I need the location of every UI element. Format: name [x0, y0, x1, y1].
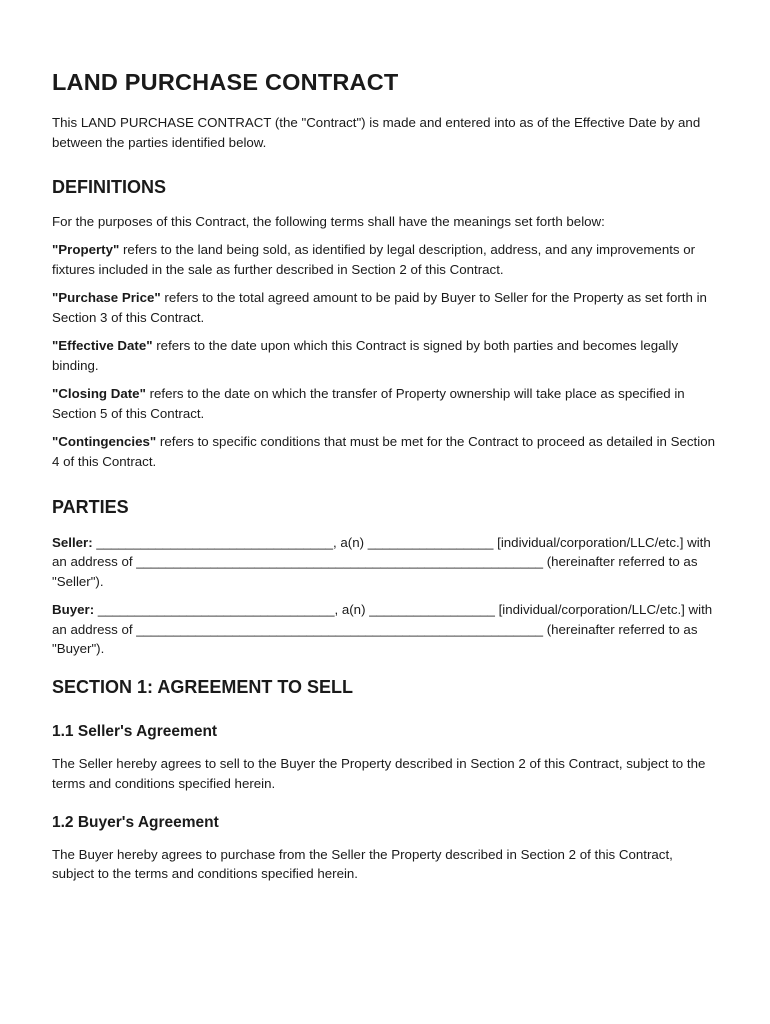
definition-term: "Closing Date"	[52, 386, 146, 402]
section-1-1-text: The Seller hereby agrees to sell to the Buyer the Property described in Section 2 of this Contract, subject to the terms and conditions specified herein.	[52, 756, 706, 791]
definition-contingencies	[52, 432, 718, 471]
definitions-heading: DEFINITIONS	[52, 177, 167, 198]
intro-paragraph: This LAND PURCHASE CONTRACT (the "Contract") is made and entered into as of the Effective Date by and between the parties identified below.	[52, 115, 701, 150]
document-title: LAND PURCHASE CONTRACT	[52, 69, 399, 95]
definition-closing-date	[52, 384, 718, 423]
definition-effective-date	[52, 336, 718, 375]
definitions-intro: For the purposes of this Contract, the following terms shall have the meanings set forth below:	[52, 213, 605, 229]
section-1-2-text: The Buyer hereby agrees to purchase from the Seller the Property described in Section 2 of this Contract, subject to the terms and conditions specified herein.	[52, 846, 673, 882]
definition-text: refers to the total agreed amount to be paid by Buyer to Seller for the Property as set forth in Section 3 of this Contract.	[52, 290, 707, 325]
definition-term: "Contingencies"	[52, 434, 157, 450]
definition-term: "Effective Date"	[52, 338, 153, 354]
definition-text: refers to the date on which the transfer of Property ownership will take place as specified in Section 5 of this Contract.	[52, 386, 685, 421]
definition-text: refers to the land being sold, as identified by legal description, address, and any improvements or fixtures included in the sale as further described in Section 2 of this Contract.	[52, 242, 696, 277]
definition-property	[52, 240, 718, 279]
parties-heading: PARTIES	[52, 497, 129, 518]
seller-label: Seller:	[52, 534, 93, 550]
definition-term: "Purchase Price"	[52, 290, 161, 306]
definition-term: "Property"	[52, 242, 120, 258]
section-1-2-heading: 1.2 Buyer's Agreement	[52, 814, 219, 832]
buyer-label: Buyer:	[52, 602, 95, 618]
buyer-block	[52, 600, 718, 659]
definition-text: refers to the date upon which this Contract is signed by both parties and becomes legally binding.	[52, 338, 679, 373]
section-1-heading: SECTION 1: AGREEMENT TO SELL	[52, 676, 354, 697]
buyer-text: ________________________________, a(n) _________________ [individual/corporation/LLC/etc.] with an address of _______________________________________________________ (hereinafter referred to as "Buyer").	[52, 602, 713, 657]
seller-text: ________________________________, a(n) _________________ [individual/corporation/LLC/etc.] with an address of _______________________________________________________ (hereinafter referred to as "Seller").	[52, 534, 711, 589]
definition-text: refers to specific conditions that must be met for the Contract to proceed as detailed in Section 4 of this Contract.	[52, 434, 715, 469]
definition-purchase-price	[52, 288, 718, 327]
section-1-1-heading: 1.1 Seller's Agreement	[52, 723, 218, 741]
seller-block	[52, 533, 718, 592]
